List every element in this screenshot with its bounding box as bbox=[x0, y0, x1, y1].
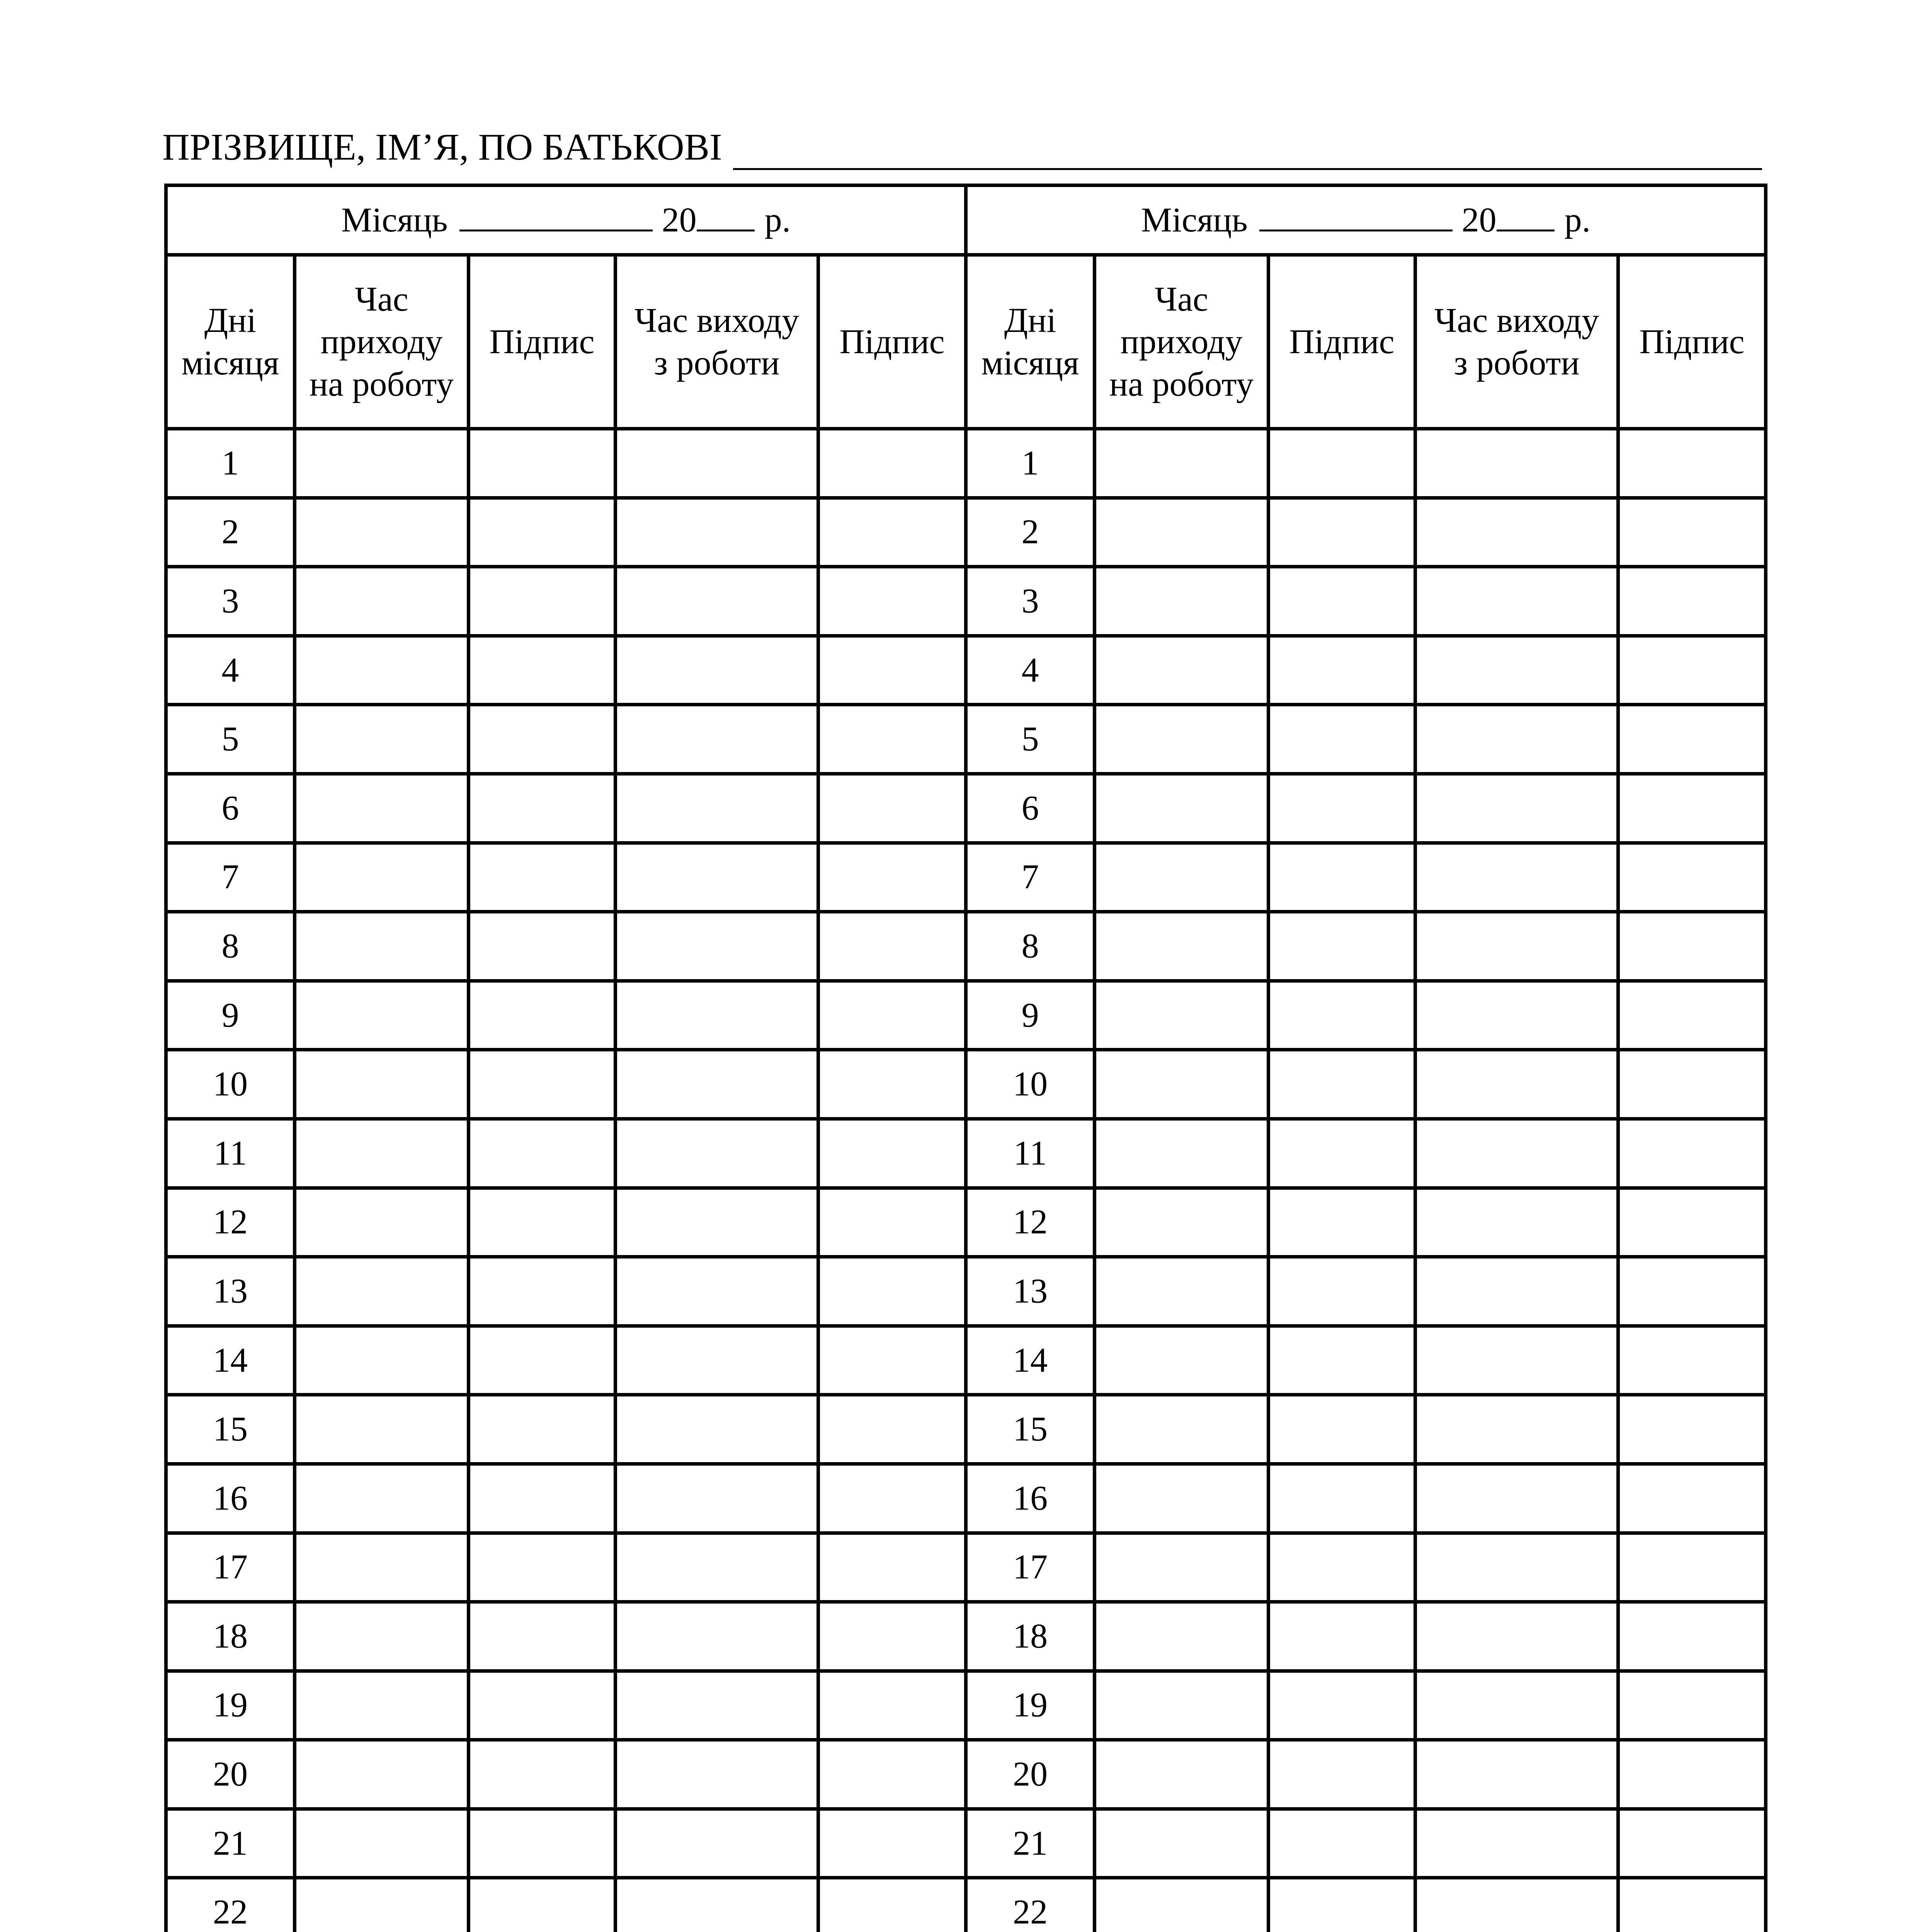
right-sign2-cell[interactable] bbox=[1618, 498, 1766, 567]
left-day-number: 11 bbox=[166, 1119, 295, 1188]
left-sign2-cell[interactable] bbox=[818, 912, 966, 981]
table-row bbox=[166, 1602, 1766, 1671]
right-arrival-cell[interactable] bbox=[1095, 705, 1269, 774]
right-sign1-cell[interactable] bbox=[1269, 1395, 1415, 1464]
right-departure-cell[interactable] bbox=[1415, 1809, 1618, 1878]
left-col-sign2-header bbox=[818, 255, 966, 429]
right-arrival-cell[interactable] bbox=[1095, 1533, 1269, 1602]
right-departure-cell[interactable] bbox=[1415, 498, 1618, 567]
left-arrival-cell[interactable] bbox=[295, 429, 469, 498]
table-row bbox=[166, 705, 1766, 774]
left-sign1-cell[interactable] bbox=[469, 774, 616, 843]
left-sign1-cell[interactable] bbox=[469, 1809, 616, 1878]
left-departure-cell[interactable] bbox=[616, 1602, 818, 1671]
left-arrival-cell[interactable] bbox=[295, 1464, 469, 1533]
table-row bbox=[166, 429, 1766, 498]
right-sign2-cell[interactable] bbox=[1618, 1671, 1766, 1740]
name-line bbox=[162, 124, 1762, 170]
left-departure-cell[interactable] bbox=[616, 1050, 818, 1119]
right-departure-cell[interactable] bbox=[1415, 843, 1618, 912]
left-sign2-cell[interactable] bbox=[818, 774, 966, 843]
left-sign1-cell[interactable] bbox=[469, 1326, 616, 1395]
right-sign1-cell[interactable] bbox=[1269, 567, 1415, 636]
table-row bbox=[166, 1878, 1766, 1932]
left-sign2-cell[interactable] bbox=[818, 498, 966, 567]
left-sign2-cell[interactable] bbox=[818, 1809, 966, 1878]
right-arrival-cell[interactable] bbox=[1095, 912, 1269, 981]
right-year-prefix: 20 bbox=[1461, 201, 1497, 239]
left-arrival-cell[interactable] bbox=[295, 1533, 469, 1602]
table-row bbox=[166, 774, 1766, 843]
left-arrival-cell[interactable] bbox=[295, 843, 469, 912]
right-day-number: 19 bbox=[966, 1671, 1095, 1740]
right-sign2-cell[interactable] bbox=[1618, 1188, 1766, 1257]
right-sign2-cell[interactable] bbox=[1618, 636, 1766, 705]
right-month-field[interactable] bbox=[1259, 199, 1453, 231]
right-departure-cell[interactable] bbox=[1415, 1671, 1618, 1740]
right-arrival-cell[interactable] bbox=[1095, 636, 1269, 705]
right-departure-cell[interactable] bbox=[1415, 1602, 1618, 1671]
left-col-arrival-header bbox=[295, 255, 469, 429]
right-sign2-cell[interactable] bbox=[1618, 981, 1766, 1050]
left-sign2-cell[interactable] bbox=[818, 981, 966, 1050]
right-sign1-cell[interactable] bbox=[1269, 843, 1415, 912]
left-sign1-cell[interactable] bbox=[469, 1119, 616, 1188]
right-arrival-cell[interactable] bbox=[1095, 1464, 1269, 1533]
right-departure-cell[interactable] bbox=[1415, 1395, 1618, 1464]
left-sign1-cell[interactable] bbox=[469, 1395, 616, 1464]
left-day-number: 16 bbox=[166, 1464, 295, 1533]
left-col-sign1-header bbox=[469, 255, 616, 429]
right-sign2-cell[interactable] bbox=[1618, 1395, 1766, 1464]
left-sign2-cell[interactable] bbox=[818, 843, 966, 912]
left-arrival-cell[interactable] bbox=[295, 567, 469, 636]
table-row bbox=[166, 498, 1766, 567]
right-col-sign1-label: Підпис bbox=[1289, 322, 1395, 361]
right-sign1-cell[interactable] bbox=[1269, 636, 1415, 705]
left-arrival-cell[interactable] bbox=[295, 912, 469, 981]
right-month-label: Місяць bbox=[1141, 201, 1248, 239]
left-departure-cell[interactable] bbox=[616, 498, 818, 567]
right-sign1-cell[interactable] bbox=[1269, 981, 1415, 1050]
left-day-number: 4 bbox=[166, 636, 295, 705]
left-sign1-cell[interactable] bbox=[469, 705, 616, 774]
left-arrival-cell[interactable] bbox=[295, 774, 469, 843]
right-arrival-cell[interactable] bbox=[1095, 1188, 1269, 1257]
right-day-number: 16 bbox=[966, 1464, 1095, 1533]
right-day-number: 3 bbox=[966, 567, 1095, 636]
right-arrival-cell[interactable] bbox=[1095, 1878, 1269, 1932]
right-sign2-cell[interactable] bbox=[1618, 1809, 1766, 1878]
right-arrival-cell[interactable] bbox=[1095, 498, 1269, 567]
right-sign2-cell[interactable] bbox=[1618, 1257, 1766, 1326]
left-arrival-cell[interactable] bbox=[295, 1602, 469, 1671]
right-departure-cell[interactable] bbox=[1415, 1257, 1618, 1326]
right-departure-cell[interactable] bbox=[1415, 774, 1618, 843]
right-arrival-cell[interactable] bbox=[1095, 1809, 1269, 1878]
right-sign1-cell[interactable] bbox=[1269, 1878, 1415, 1932]
right-departure-cell[interactable] bbox=[1415, 567, 1618, 636]
left-sign2-cell[interactable] bbox=[818, 1740, 966, 1809]
table-row bbox=[166, 1188, 1766, 1257]
right-arrival-cell[interactable] bbox=[1095, 1257, 1269, 1326]
left-departure-cell[interactable] bbox=[616, 1464, 818, 1533]
right-day-number: 8 bbox=[966, 912, 1095, 981]
left-arrival-cell[interactable] bbox=[295, 1257, 469, 1326]
left-day-number: 5 bbox=[166, 705, 295, 774]
right-departure-cell[interactable] bbox=[1415, 1740, 1618, 1809]
right-sign2-cell[interactable] bbox=[1618, 843, 1766, 912]
left-arrival-cell[interactable] bbox=[295, 1740, 469, 1809]
left-sign2-cell[interactable] bbox=[818, 1257, 966, 1326]
left-month-field[interactable] bbox=[459, 199, 653, 231]
right-day-number: 15 bbox=[966, 1395, 1095, 1464]
right-sign2-cell[interactable] bbox=[1618, 705, 1766, 774]
left-departure-cell[interactable] bbox=[616, 1188, 818, 1257]
left-sign2-cell[interactable] bbox=[818, 1395, 966, 1464]
right-arrival-cell[interactable] bbox=[1095, 774, 1269, 843]
right-day-number: 1 bbox=[966, 429, 1095, 498]
right-sign2-cell[interactable] bbox=[1618, 1740, 1766, 1809]
table-row bbox=[166, 1809, 1766, 1878]
left-departure-cell[interactable] bbox=[616, 429, 818, 498]
left-day-number: 18 bbox=[166, 1602, 295, 1671]
table-row bbox=[166, 567, 1766, 636]
table-row bbox=[166, 912, 1766, 981]
right-col-day-label: Дні місяця bbox=[981, 301, 1079, 382]
left-sign2-cell[interactable] bbox=[818, 1878, 966, 1932]
left-sign2-cell[interactable] bbox=[818, 567, 966, 636]
right-sign1-cell[interactable] bbox=[1269, 1740, 1415, 1809]
right-arrival-cell[interactable] bbox=[1095, 1326, 1269, 1395]
right-sign2-cell[interactable] bbox=[1618, 1050, 1766, 1119]
right-arrival-cell[interactable] bbox=[1095, 1671, 1269, 1740]
right-sign2-cell[interactable] bbox=[1618, 1533, 1766, 1602]
right-day-number: 7 bbox=[966, 843, 1095, 912]
left-year-prefix: 20 bbox=[662, 201, 697, 239]
left-sign2-cell[interactable] bbox=[818, 1602, 966, 1671]
left-col-day-label: Дні місяця bbox=[181, 301, 279, 382]
column-header-row bbox=[166, 255, 1766, 429]
right-month-header bbox=[966, 185, 1766, 255]
right-departure-cell[interactable] bbox=[1415, 1464, 1618, 1533]
right-departure-cell[interactable] bbox=[1415, 1326, 1618, 1395]
left-sign1-cell[interactable] bbox=[469, 1740, 616, 1809]
left-departure-cell[interactable] bbox=[616, 636, 818, 705]
left-arrival-cell[interactable] bbox=[295, 1119, 469, 1188]
left-departure-cell[interactable] bbox=[616, 1740, 818, 1809]
table-row bbox=[166, 981, 1766, 1050]
right-day-number: 2 bbox=[966, 498, 1095, 567]
left-sign2-cell[interactable] bbox=[818, 1119, 966, 1188]
left-sign2-cell[interactable] bbox=[818, 1671, 966, 1740]
left-day-number: 22 bbox=[166, 1878, 295, 1932]
right-arrival-cell[interactable] bbox=[1095, 429, 1269, 498]
right-day-number: 11 bbox=[966, 1119, 1095, 1188]
right-sign1-cell[interactable] bbox=[1269, 1119, 1415, 1188]
left-departure-cell[interactable] bbox=[616, 912, 818, 981]
left-col-departure-header bbox=[616, 255, 818, 429]
left-sign1-cell[interactable] bbox=[469, 1050, 616, 1119]
left-sign1-cell[interactable] bbox=[469, 981, 616, 1050]
right-sign2-cell[interactable] bbox=[1618, 1326, 1766, 1395]
left-departure-cell[interactable] bbox=[616, 1809, 818, 1878]
right-departure-cell[interactable] bbox=[1415, 429, 1618, 498]
left-sign1-cell[interactable] bbox=[469, 912, 616, 981]
right-departure-cell[interactable] bbox=[1415, 705, 1618, 774]
table-row bbox=[166, 1257, 1766, 1326]
left-departure-cell[interactable] bbox=[616, 774, 818, 843]
right-col-departure-label: Час виходу з роботи bbox=[1434, 301, 1599, 382]
left-year-suffix: р. bbox=[764, 201, 791, 239]
left-departure-cell[interactable] bbox=[616, 1326, 818, 1395]
left-sign1-cell[interactable] bbox=[469, 567, 616, 636]
right-sign1-cell[interactable] bbox=[1269, 498, 1415, 567]
right-sign2-cell[interactable] bbox=[1618, 774, 1766, 843]
right-departure-cell[interactable] bbox=[1415, 1119, 1618, 1188]
left-departure-cell[interactable] bbox=[616, 981, 818, 1050]
right-departure-cell[interactable] bbox=[1415, 1533, 1618, 1602]
table-row bbox=[166, 636, 1766, 705]
right-departure-cell[interactable] bbox=[1415, 636, 1618, 705]
table-row bbox=[166, 1533, 1766, 1602]
right-sign1-cell[interactable] bbox=[1269, 1671, 1415, 1740]
table-row bbox=[166, 1740, 1766, 1809]
left-sign2-cell[interactable] bbox=[818, 429, 966, 498]
left-arrival-cell[interactable] bbox=[295, 1878, 469, 1932]
right-day-number: 13 bbox=[966, 1257, 1095, 1326]
left-day-number: 20 bbox=[166, 1740, 295, 1809]
right-day-number: 6 bbox=[966, 774, 1095, 843]
right-sign1-cell[interactable] bbox=[1269, 912, 1415, 981]
left-sign1-cell[interactable] bbox=[469, 1257, 616, 1326]
right-day-number: 20 bbox=[966, 1740, 1095, 1809]
left-arrival-cell[interactable] bbox=[295, 981, 469, 1050]
left-col-day-header bbox=[166, 255, 295, 429]
left-departure-cell[interactable] bbox=[616, 1878, 818, 1932]
right-col-sign2-header bbox=[1618, 255, 1766, 429]
left-departure-cell[interactable] bbox=[616, 1119, 818, 1188]
left-month-header bbox=[166, 185, 966, 255]
right-sign2-cell[interactable] bbox=[1618, 912, 1766, 981]
right-arrival-cell[interactable] bbox=[1095, 1740, 1269, 1809]
right-day-number: 4 bbox=[966, 636, 1095, 705]
right-day-number: 10 bbox=[966, 1050, 1095, 1119]
right-day-number: 12 bbox=[966, 1188, 1095, 1257]
right-col-day-header bbox=[966, 255, 1095, 429]
left-arrival-cell[interactable] bbox=[295, 1395, 469, 1464]
left-sign1-cell[interactable] bbox=[469, 1188, 616, 1257]
right-sign2-cell[interactable] bbox=[1618, 1119, 1766, 1188]
left-day-number: 6 bbox=[166, 774, 295, 843]
name-field[interactable] bbox=[733, 129, 1762, 170]
right-sign1-cell[interactable] bbox=[1269, 1464, 1415, 1533]
left-sign2-cell[interactable] bbox=[818, 1533, 966, 1602]
right-sign2-cell[interactable] bbox=[1618, 1464, 1766, 1533]
right-year-field[interactable] bbox=[1497, 199, 1555, 231]
left-day-number: 7 bbox=[166, 843, 295, 912]
table-row bbox=[166, 1050, 1766, 1119]
name-label: ПРІЗВИЩЕ, ІМ’Я, ПО БАТЬКОВІ bbox=[162, 126, 722, 168]
left-arrival-cell[interactable] bbox=[295, 1671, 469, 1740]
left-sign1-cell[interactable] bbox=[469, 843, 616, 912]
right-day-number: 22 bbox=[966, 1878, 1095, 1932]
left-day-number: 17 bbox=[166, 1533, 295, 1602]
right-day-number: 17 bbox=[966, 1533, 1095, 1602]
right-year-suffix: р. bbox=[1564, 201, 1591, 239]
left-departure-cell[interactable] bbox=[616, 1395, 818, 1464]
left-day-number: 14 bbox=[166, 1326, 295, 1395]
left-col-arrival-label: Час приходу на роботу bbox=[309, 280, 454, 403]
attendance-table bbox=[164, 184, 1767, 1932]
right-sign1-cell[interactable] bbox=[1269, 429, 1415, 498]
left-col-sign2-label: Підпис bbox=[839, 322, 945, 361]
right-sign1-cell[interactable] bbox=[1269, 705, 1415, 774]
table-row bbox=[166, 1119, 1766, 1188]
right-sign2-cell[interactable] bbox=[1618, 1878, 1766, 1932]
left-arrival-cell[interactable] bbox=[295, 498, 469, 567]
left-departure-cell[interactable] bbox=[616, 705, 818, 774]
right-sign2-cell[interactable] bbox=[1618, 567, 1766, 636]
left-sign1-cell[interactable] bbox=[469, 429, 616, 498]
left-departure-cell[interactable] bbox=[616, 1671, 818, 1740]
right-col-sign2-label: Підпис bbox=[1639, 322, 1745, 361]
right-sign2-cell[interactable] bbox=[1618, 1602, 1766, 1671]
right-arrival-cell[interactable] bbox=[1095, 1602, 1269, 1671]
left-sign1-cell[interactable] bbox=[469, 1602, 616, 1671]
table-row bbox=[166, 1464, 1766, 1533]
right-sign1-cell[interactable] bbox=[1269, 1257, 1415, 1326]
right-col-arrival-header bbox=[1095, 255, 1269, 429]
left-day-number: 19 bbox=[166, 1671, 295, 1740]
left-departure-cell[interactable] bbox=[616, 1257, 818, 1326]
right-sign1-cell[interactable] bbox=[1269, 1188, 1415, 1257]
left-arrival-cell[interactable] bbox=[295, 1809, 469, 1878]
table-row bbox=[166, 1671, 1766, 1740]
left-day-number: 10 bbox=[166, 1050, 295, 1119]
right-departure-cell[interactable] bbox=[1415, 1878, 1618, 1932]
right-arrival-cell[interactable] bbox=[1095, 843, 1269, 912]
left-day-number: 1 bbox=[166, 429, 295, 498]
left-col-sign1-label: Підпис bbox=[489, 322, 595, 361]
left-departure-cell[interactable] bbox=[616, 843, 818, 912]
left-day-number: 21 bbox=[166, 1809, 295, 1878]
left-month-label: Місяць bbox=[341, 201, 448, 239]
left-sign1-cell[interactable] bbox=[469, 1533, 616, 1602]
left-arrival-cell[interactable] bbox=[295, 705, 469, 774]
right-day-number: 18 bbox=[966, 1602, 1095, 1671]
left-day-number: 2 bbox=[166, 498, 295, 567]
left-departure-cell[interactable] bbox=[616, 1533, 818, 1602]
right-arrival-cell[interactable] bbox=[1095, 567, 1269, 636]
left-day-number: 3 bbox=[166, 567, 295, 636]
left-arrival-cell[interactable] bbox=[295, 1188, 469, 1257]
left-sign2-cell[interactable] bbox=[818, 1050, 966, 1119]
right-sign2-cell[interactable] bbox=[1618, 429, 1766, 498]
left-day-number: 8 bbox=[166, 912, 295, 981]
left-sign1-cell[interactable] bbox=[469, 1464, 616, 1533]
left-sign1-cell[interactable] bbox=[469, 498, 616, 567]
left-year-field[interactable] bbox=[697, 199, 755, 231]
month-row bbox=[166, 185, 1766, 255]
left-arrival-cell[interactable] bbox=[295, 1050, 469, 1119]
right-departure-cell[interactable] bbox=[1415, 912, 1618, 981]
left-sign2-cell[interactable] bbox=[818, 1464, 966, 1533]
right-sign1-cell[interactable] bbox=[1269, 1602, 1415, 1671]
right-sign1-cell[interactable] bbox=[1269, 1326, 1415, 1395]
table-row bbox=[166, 1326, 1766, 1395]
right-sign1-cell[interactable] bbox=[1269, 1809, 1415, 1878]
right-sign1-cell[interactable] bbox=[1269, 1533, 1415, 1602]
left-arrival-cell[interactable] bbox=[295, 1326, 469, 1395]
right-col-departure-header bbox=[1415, 255, 1618, 429]
left-day-number: 13 bbox=[166, 1257, 295, 1326]
left-col-departure-label: Час виходу з роботи bbox=[634, 301, 799, 382]
left-arrival-cell[interactable] bbox=[295, 636, 469, 705]
right-arrival-cell[interactable] bbox=[1095, 981, 1269, 1050]
right-day-number: 21 bbox=[966, 1809, 1095, 1878]
table-row bbox=[166, 843, 1766, 912]
left-departure-cell[interactable] bbox=[616, 567, 818, 636]
right-arrival-cell[interactable] bbox=[1095, 1119, 1269, 1188]
left-day-number: 15 bbox=[166, 1395, 295, 1464]
table-row bbox=[166, 1395, 1766, 1464]
left-sign2-cell[interactable] bbox=[818, 1188, 966, 1257]
right-day-number: 9 bbox=[966, 981, 1095, 1050]
left-sign2-cell[interactable] bbox=[818, 705, 966, 774]
left-sign1-cell[interactable] bbox=[469, 636, 616, 705]
left-day-number: 9 bbox=[166, 981, 295, 1050]
left-sign2-cell[interactable] bbox=[818, 636, 966, 705]
right-sign1-cell[interactable] bbox=[1269, 1050, 1415, 1119]
left-sign1-cell[interactable] bbox=[469, 1878, 616, 1932]
right-sign1-cell[interactable] bbox=[1269, 774, 1415, 843]
left-sign1-cell[interactable] bbox=[469, 1671, 616, 1740]
right-day-number: 5 bbox=[966, 705, 1095, 774]
left-sign2-cell[interactable] bbox=[818, 1326, 966, 1395]
right-departure-cell[interactable] bbox=[1415, 1188, 1618, 1257]
right-departure-cell[interactable] bbox=[1415, 1050, 1618, 1119]
right-arrival-cell[interactable] bbox=[1095, 1050, 1269, 1119]
right-departure-cell[interactable] bbox=[1415, 981, 1618, 1050]
right-day-number: 14 bbox=[966, 1326, 1095, 1395]
right-col-arrival-label: Час приходу на роботу bbox=[1109, 280, 1254, 403]
left-day-number: 12 bbox=[166, 1188, 295, 1257]
right-arrival-cell[interactable] bbox=[1095, 1395, 1269, 1464]
right-col-sign1-header bbox=[1269, 255, 1415, 429]
